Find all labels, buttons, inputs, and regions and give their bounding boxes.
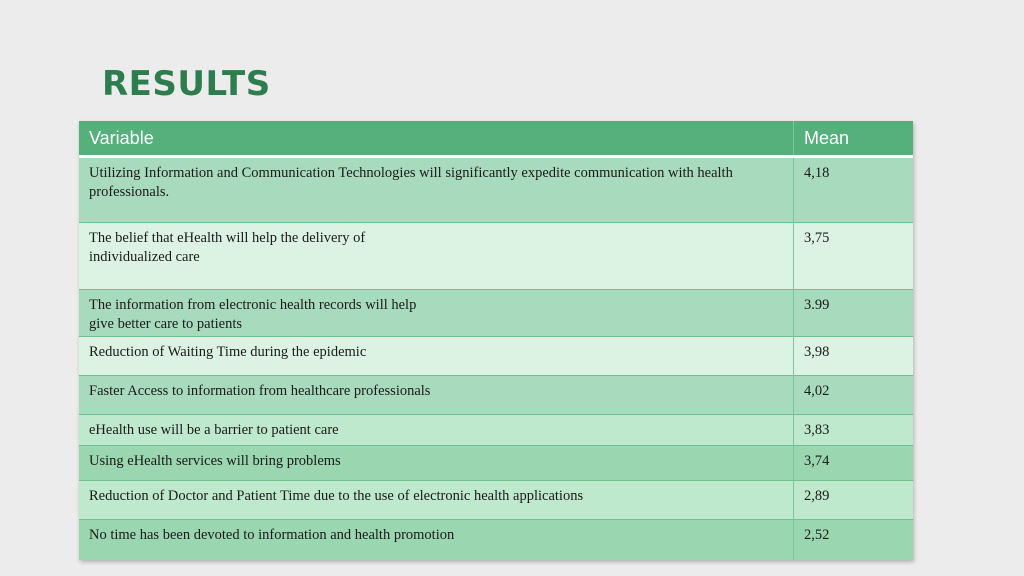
variable-cell: The belief that eHealth will help the delivery of individualized care: [79, 223, 794, 290]
mean-cell: 3,74: [794, 446, 914, 481]
mean-cell: 3,83: [794, 415, 914, 446]
table-row: [79, 446, 913, 481]
mean-cell: 4,02: [794, 376, 914, 415]
variable-cell: Using eHealth services will bring problems: [79, 446, 794, 481]
results-table: [79, 121, 913, 560]
table-row: [79, 223, 913, 290]
variable-cell: No time has been devoted to information and health promotion: [79, 520, 794, 560]
mean-cell: 3.99: [794, 290, 914, 337]
variable-cell: The information from electronic health records will help give better care to patients: [79, 290, 794, 337]
table-row: [79, 415, 913, 446]
column-header-variable: Variable: [79, 121, 794, 157]
mean-cell: 2,52: [794, 520, 914, 560]
table-row: [79, 520, 913, 560]
column-header-mean: Mean: [794, 121, 914, 157]
variable-cell: eHealth use will be a barrier to patient care: [79, 415, 794, 446]
mean-cell: 4,18: [794, 157, 914, 223]
mean-cell: 3,98: [794, 337, 914, 376]
table-row: [79, 337, 913, 376]
variable-cell: Utilizing Information and Communication Technologies will significantly expedite communication with health professionals.: [79, 157, 794, 223]
variable-cell: Reduction of Doctor and Patient Time due to the use of electronic health applications: [79, 481, 794, 520]
variable-cell: Reduction of Waiting Time during the epidemic: [79, 337, 794, 376]
mean-cell: 3,75: [794, 223, 914, 290]
table-row: [79, 290, 913, 337]
variable-cell: Faster Access to information from healthcare professionals: [79, 376, 794, 415]
slide-title: RESULTS: [102, 64, 271, 104]
table-header-row: [79, 121, 913, 157]
mean-cell: 2,89: [794, 481, 914, 520]
table-row: [79, 481, 913, 520]
table-row: [79, 157, 913, 223]
table-row: [79, 376, 913, 415]
